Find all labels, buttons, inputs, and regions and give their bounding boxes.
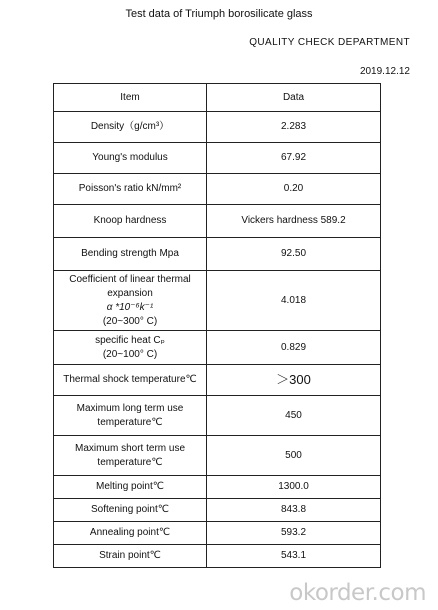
row-value: 67.92 — [207, 143, 381, 174]
table-row — [54, 205, 381, 238]
header-item: Item — [54, 84, 207, 112]
table-row — [54, 238, 381, 271]
row-item — [54, 271, 207, 331]
document-date: 2019.12.12 — [359, 66, 410, 77]
row-item: Knoop hardness — [54, 205, 207, 238]
department-label: QUALITY CHECK DEPARTMENT — [249, 37, 410, 48]
header-data: Data — [207, 84, 381, 112]
row-value: 0.829 — [207, 331, 381, 365]
row-item: Softening point℃ — [54, 499, 207, 522]
table-header-row — [54, 84, 381, 112]
row-item-line: Maximum long term use — [76, 402, 184, 414]
row-item: Melting point℃ — [54, 476, 207, 499]
row-item — [54, 436, 207, 476]
table-row — [54, 522, 381, 545]
row-value: 843.8 — [207, 499, 381, 522]
row-item-line: temperature℃ — [97, 456, 163, 468]
document-title: Test data of Triumph borosilicate glass — [125, 8, 313, 20]
table-row — [54, 271, 381, 331]
row-value: 450 — [207, 396, 381, 436]
row-item-formula: α *10⁻⁶k⁻¹ — [106, 301, 154, 313]
table-row — [54, 396, 381, 436]
row-value: 543.1 — [207, 545, 381, 568]
row-item-line: Maximum short term use — [74, 442, 186, 454]
row-item: Thermal shock temperature℃ — [54, 365, 207, 396]
row-value: 500 — [207, 436, 381, 476]
table-row — [54, 143, 381, 174]
row-value: 4.018 — [207, 271, 381, 331]
table-row — [54, 331, 381, 365]
table-row — [54, 436, 381, 476]
row-value: 1300.0 — [207, 476, 381, 499]
table-row — [54, 174, 381, 205]
test-data-table — [53, 83, 381, 568]
row-item-line: specific heat Cₚ — [95, 334, 165, 346]
row-item: Annealing point℃ — [54, 522, 207, 545]
table-row — [54, 545, 381, 568]
row-item — [54, 331, 207, 365]
row-item — [54, 396, 207, 436]
table-row — [54, 499, 381, 522]
row-item-line: (20~300° C) — [102, 315, 158, 327]
row-item-line: temperature℃ — [97, 416, 163, 428]
row-item: Density（g/cm³） — [54, 112, 207, 143]
table-row — [54, 476, 381, 499]
row-item: Poisson's ratio kN/mm² — [54, 174, 207, 205]
table-row — [54, 112, 381, 143]
row-value: 92.50 — [207, 238, 381, 271]
row-item: Bending strength Mpa — [54, 238, 207, 271]
table-row — [54, 365, 381, 396]
row-value: ＞300 — [207, 365, 381, 396]
row-value: 0.20 — [207, 174, 381, 205]
row-item: Young's modulus — [54, 143, 207, 174]
row-value: 593.2 — [207, 522, 381, 545]
row-item: Strain point℃ — [54, 545, 207, 568]
row-item-line: expansion — [107, 287, 153, 299]
row-item-line: Coefficient of linear thermal — [69, 273, 191, 285]
watermark: okorder.com — [289, 580, 426, 606]
row-item-line: (20~100° C) — [102, 348, 158, 360]
row-value: Vickers hardness 589.2 — [207, 205, 381, 238]
row-value: 2.283 — [207, 112, 381, 143]
